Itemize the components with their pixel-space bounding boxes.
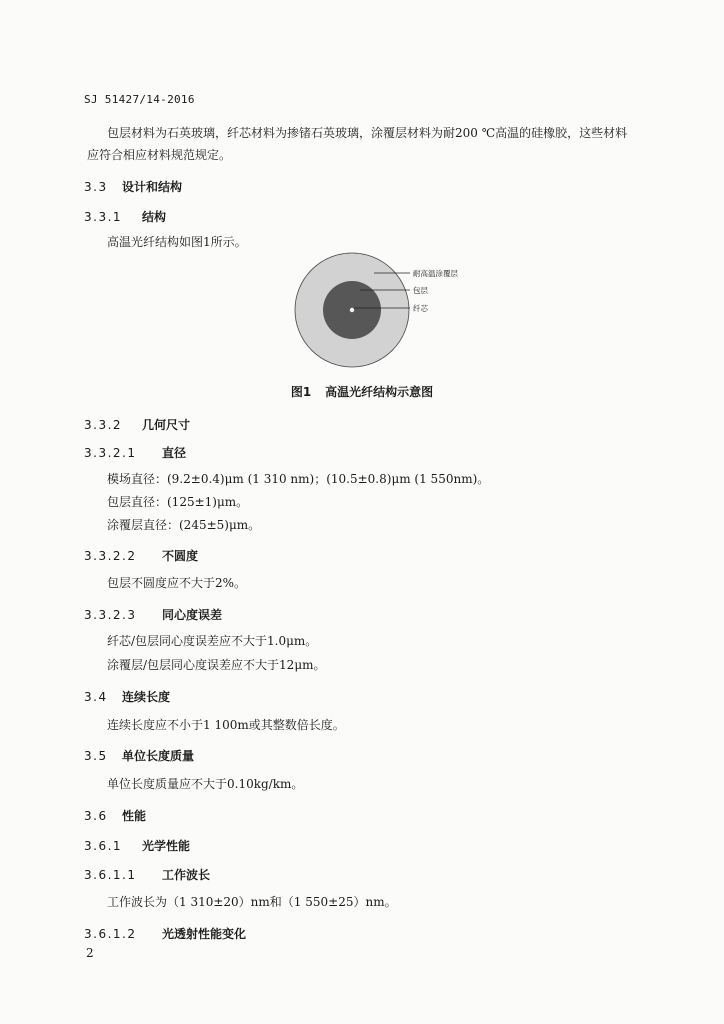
heading-title: 几何尺寸 — [142, 418, 191, 432]
heading-title: 设计和结构 — [122, 180, 183, 194]
fiber-structure-figure — [288, 246, 518, 376]
figure-caption — [0, 383, 724, 400]
heading-number: 3.6 — [84, 809, 108, 823]
heading-number: 3.3.2.2 — [84, 549, 137, 563]
heading-3-4 — [84, 688, 170, 705]
intro-line-1: 包层材料为石英玻璃，纤芯材料为掺锗石英玻璃，涂覆层材料为耐200 ℃高温的硅橡胶，这些材料 — [107, 126, 628, 140]
heading-number: 3.3.2.1 — [84, 446, 137, 460]
heading-3-6-1 — [84, 837, 190, 854]
heading-number: 3.6.1.2 — [84, 927, 137, 941]
document-code: SJ 51427/14-2016 — [84, 93, 195, 106]
intro-line-2: 应符合相应材料规范规定。 — [87, 148, 232, 162]
heading-3-3-2-3 — [84, 606, 222, 623]
label-cladding: 包层 — [413, 286, 428, 295]
heading-title: 同心度误差 — [162, 608, 223, 622]
heading-3-3-1 — [84, 208, 166, 225]
heading-number: 3.5 — [84, 749, 108, 763]
heading-title: 直径 — [162, 446, 187, 460]
paragraph-core-concentricity: 纤芯/包层同心度误差应不大于1.0μm。 — [107, 634, 318, 648]
heading-number: 3.3.1 — [84, 210, 123, 224]
heading-title: 单位长度质量 — [122, 749, 195, 763]
paragraph-3-3-1: 高温光纤结构如图1所示。 — [107, 235, 247, 249]
figure-title: 高温光纤结构示意图 — [325, 385, 434, 399]
heading-number: 3.6.1.1 — [84, 868, 137, 882]
heading-3-6-1-1 — [84, 866, 210, 883]
paragraph-coating-diameter: 涂覆层直径：(245±5)μm。 — [107, 518, 261, 532]
heading-3-3-2-2 — [84, 547, 198, 564]
label-core: 纤芯 — [413, 304, 428, 313]
heading-title: 光透射性能变化 — [162, 927, 247, 941]
heading-3-5 — [84, 747, 194, 764]
heading-3-3 — [84, 178, 182, 195]
label-coating: 耐高温涂覆层 — [413, 269, 458, 278]
page-number: 2 — [86, 946, 94, 960]
core — [350, 308, 354, 312]
heading-number: 3.3.2 — [84, 418, 123, 432]
heading-3-3-2-1 — [84, 444, 186, 461]
heading-3-6 — [84, 807, 146, 824]
heading-number: 3.3.2.3 — [84, 608, 137, 622]
heading-title: 不圆度 — [162, 549, 199, 563]
paragraph-non-circularity: 包层不圆度应不大于2%。 — [107, 576, 247, 590]
heading-title: 工作波长 — [162, 868, 211, 882]
paragraph-continuous-length: 连续长度应不小于1 100m或其整数倍长度。 — [107, 718, 345, 732]
heading-title: 性能 — [122, 809, 147, 823]
heading-number: 3.3 — [84, 180, 108, 194]
heading-number: 3.4 — [84, 690, 108, 704]
heading-3-3-2 — [84, 416, 190, 433]
paragraph-coating-concentricity: 涂覆层/包层同心度误差应不大于12μm。 — [107, 658, 326, 672]
heading-title: 结构 — [142, 210, 167, 224]
paragraph-mode-field-diameter: 模场直径：(9.2±0.4)μm (1 310 nm)；(10.5±0.8)μm (1 550nm)。 — [107, 472, 490, 486]
heading-3-6-1-2 — [84, 925, 246, 942]
heading-title: 连续长度 — [122, 690, 171, 704]
heading-number: 3.6.1 — [84, 839, 123, 853]
paragraph-mass-per-length: 单位长度质量应不大于0.10kg/km。 — [107, 777, 304, 791]
heading-title: 光学性能 — [142, 839, 191, 853]
paragraph-operating-wavelength: 工作波长为（1 310±20）nm和（1 550±25）nm。 — [107, 895, 397, 909]
paragraph-cladding-diameter: 包层直径：(125±1)μm。 — [107, 495, 249, 509]
figure-number: 图1 — [290, 385, 312, 399]
